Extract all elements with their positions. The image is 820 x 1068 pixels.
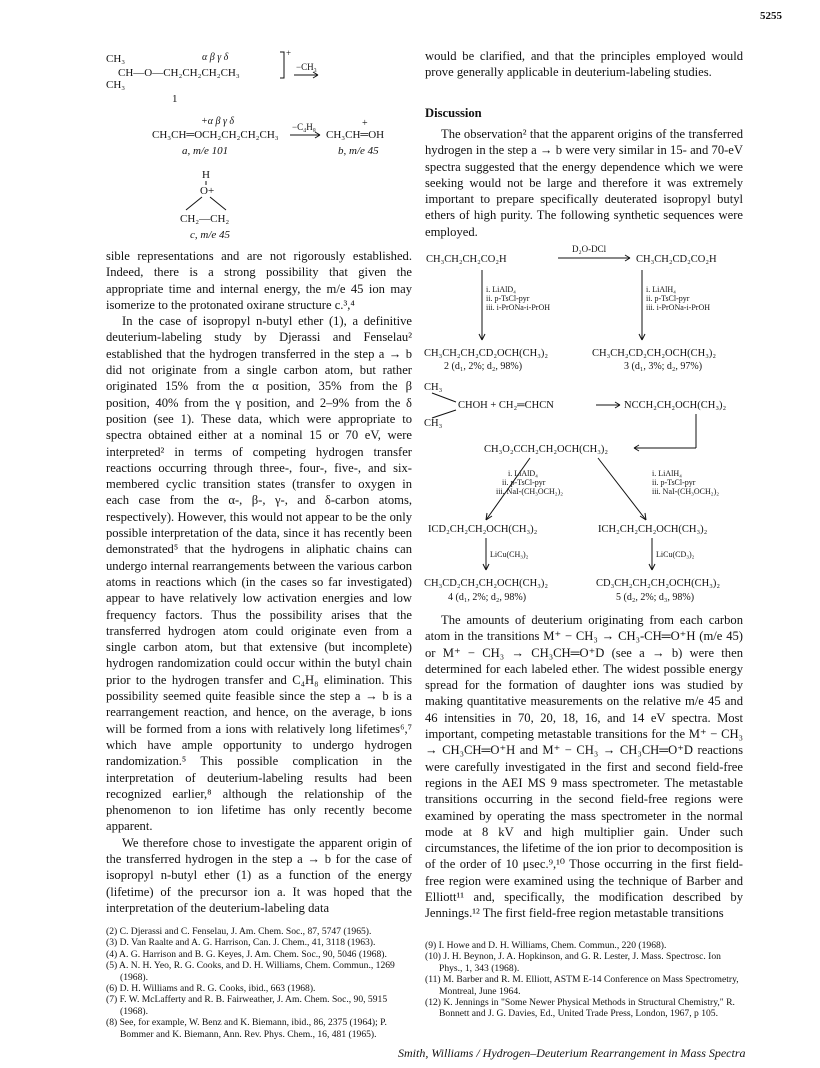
- greek-positions: α β γ δ: [202, 52, 229, 63]
- footnote: (3) D. Van Raalte and A. G. Harrison, Can. J. Chem., 41, 3118 (1963).: [106, 937, 376, 949]
- paragraph: We therefore chose to investigate the apparent origin of the transferred hydrogen in the step a → b for the case of isopropyl n-butyl ether (1) as a function of the energy (lifetime) of the precursor ion a. It was hoped that the interpretation of the deuterium-labeling data: [106, 835, 412, 915]
- oxirane-ring: CH₂—CH₂: [180, 213, 230, 225]
- reagent-step: i. LiAlH₄: [646, 285, 676, 294]
- discussion-paragraph: The observation² that the apparent origins of the transferred hydrogen in the step a → b were very similar in 15- and 70-eV spectra suggested that the energy dependence which we were seeking would not be large and therefore it was extremely important to prepare specifically deuterated isopropyl butyl ethers of high purity. The following synthetic sequences were employed.: [425, 127, 743, 239]
- iodide-right: ICH₂CH₂CH₂OCH(CH₃)₂: [598, 524, 708, 535]
- dcl-reagent: D₂O-DCl: [572, 244, 607, 254]
- product-5: CD₃CH₂CH₂CH₂OCH(CH₃)₂: [596, 578, 721, 589]
- start-acid-right: CH₃CH₂CD₂CO₂H: [636, 254, 717, 265]
- iodide-left: ICD₂CH₂CH₂OCH(CH₃)₂: [428, 524, 538, 535]
- left-column-body: [106, 248, 412, 916]
- footnote: (11) M. Barber and R. M. Elliott, ASTM E-14 Conference on Mass Spectrometry, Montreal, June 1964.: [425, 974, 739, 997]
- label-ion-a: a, m/e 101: [182, 145, 229, 157]
- structure1-ch3-bottom: CH₃: [106, 79, 126, 91]
- reagent-step: iii. i-PrONa-i-PrOH: [646, 303, 710, 312]
- reagent-step: i. LiAlD₄: [508, 469, 538, 478]
- ion-b: CH₃CH═OH: [326, 129, 385, 141]
- reagent-step: ii. p-TsCl-pyr: [646, 294, 690, 303]
- right-intro: would be clarified, and that the principles employed would prove generally applicable in deuterium-labeling studies.: [425, 49, 743, 80]
- reagent-step: i. LiAlH₄: [652, 469, 682, 478]
- running-footer: Smith, Williams / Hydrogen–Deuterium Rearrangement in Mass Spectra: [398, 1046, 746, 1060]
- label-product-3: 3 (d₁, 3%; d₂, 97%): [624, 361, 703, 372]
- nitrile: NCCH₂CH₂OCH(CH₃)₂: [624, 400, 727, 411]
- oxirane-o: O+: [200, 185, 215, 197]
- reagent-step: ii. p-TsCl-pyr: [652, 478, 696, 487]
- reagent-step: iii. NaI-(CH₃OCH₂)₂: [496, 487, 564, 496]
- footnotes-right: [425, 940, 743, 1020]
- cuprate-right: LiCu(CD₃)₂: [656, 550, 695, 559]
- reagent-step: iii. NaI-(CH₃OCH₂)₂: [652, 487, 720, 496]
- step1-reagent: −CH₃: [296, 62, 317, 72]
- ion-b-charge: +: [362, 118, 368, 129]
- reagent-step: iii. i-PrONa-i-PrOH: [486, 303, 550, 312]
- bond: [432, 393, 456, 402]
- paragraph: In the case of isopropyl n-butyl ether (1), a definitive deuterium-labeling study by Djerassi and Fenselau² established that the hydrogen transferred in the step a → b did not originate from a single carbon atom, but rather originated 15% from the α position, 35% from the β position, 40% from the γ position, and 2–9% from the δ position (see 1). These data, which were appropriate to spectra obtained either at a nominal 15 or 70 eV, were interpreted² in terms of competing hydrogen transfer reactions occurring through three-, four-, five-, and six-membered cyclic transition states (transfer to oxygen in each case from the α-, β-, γ-, and δ-carbon atoms, respectively). However, this would not appear to be the only possible interpretation of the data, since it has recently been demonstrated⁵ that the hydrogens in aliphatic chains can undergo internal rearrangements between the various carbon atoms in reactions which (in the cases so far investigated) appear to have relatively low activation energies and low frequency factors. Thus the possibility arises that the transferred hydrogen atom could originate even from a single carbon atom, but that extensive (but incomplete) hydrogen randomization could occur within the butyl chain prior to the hydrogen transfer and C₄H₈ elimination. This possibility seemed quite feasible since the step a → b is a rearrangement reaction, and hence, on the average, b ions will be formed from a ions with relatively long lifetimes⁶,⁷ which have ample opportunity to undergo hydrogen randomization.⁵ This possible complication in the interpretation of deuterium-labeling results had been recognized earlier,⁸ although the relationship of the phenomenon to ion lifetime has only recently become apparent.: [106, 314, 412, 834]
- footnote: (9) I. Howe and D. H. Williams, Chem. Commun., 220 (1968).: [425, 940, 667, 951]
- footnote: (8) See, for example, W. Benz and K. Biemann, ibid., 86, 2375 (1964); P. Bommer and K. Biemann, Ann. Rev. Phys. Chem., 16, 481 (1965).: [106, 1017, 387, 1040]
- product-3: CH₃CH₂CD₂CH₂OCH(CH₃)₂: [592, 348, 717, 359]
- reagent-step: ii. p-TsCl-pyr: [502, 478, 546, 487]
- ester: CH₃O₂CCH₂CH₂OCH(CH₃)₂: [484, 444, 609, 455]
- reagent-step: ii. p-TsCl-pyr: [486, 294, 530, 303]
- bond-o-c2: [210, 197, 226, 210]
- choh-acrylonitrile: CHOH + CH₂═CHCN: [458, 400, 554, 411]
- mass-spec-fragmentation-scheme: [106, 46, 416, 246]
- step2-reagent: −C₄H₈: [292, 122, 316, 132]
- product-4: CH₃CD₂CH₂CH₂OCH(CH₃)₂: [424, 578, 549, 589]
- charge-plus: +: [286, 48, 292, 58]
- footnote: (12) K. Jennings in "Some Newer Physical Methods in Structural Chemistry," R. Bonnett and J. G. Davies, Ed., United Trade Press, London, 1967, p 105.: [425, 997, 735, 1020]
- start-acid-left: CH₃CH₂CH₂CO₂H: [426, 254, 507, 265]
- label-ion-b: b, m/e 45: [338, 145, 379, 157]
- label-ion-c: c, m/e 45: [190, 229, 231, 241]
- arrow-to-iodide-right: [598, 458, 646, 520]
- footnotes-left: [106, 926, 412, 1040]
- greek-positions-2: +α β γ δ: [201, 116, 235, 127]
- structure1-main: CH—O—CH₂CH₂CH₂CH₃: [118, 67, 240, 79]
- footnote: (2) C. Djerassi and C. Fenselau, J. Am. Chem. Soc., 87, 5747 (1965).: [106, 926, 372, 937]
- footnote: (4) A. G. Harrison and B. G. Keyes, J. Am. Chem. Soc., 90, 5046 (1968).: [106, 948, 387, 960]
- paragraph: The amounts of deuterium originating from each carbon atom in the transitions M⁺ − CH₃ → CH₃-CH═O⁺H (m/e 45) or M⁺ − CH₃ → CH₃CH═O⁺D (see a → b) were then determined for each labeled ether. The widest possible energy spread for the formation of daughter ions was studied by making quantitative measurements on the relative m/e 45 and 46 intensities in 70, 20, 18, 16, and 14 eV spectra. Most important, competing metastable transitions for the M⁺ − CH₃ → CH₃CH═O⁺H and M⁺ − CH₃ → CH₃CH═O⁺D reactions were carefully investigated in the first and second field-free regions in the AEI MS 9 mass spectrometer. The metastable transitions occurring in the second field-free regions were examined by operating the mass spectrometer in the normal mode at 8 kV and high multiplier gain. Under such circumstances, the lifetime of the ion prior to decomposition is of the order of 10 μsec.⁹,¹⁰ Those occurring in the first field-free region were examined using the technique of Barber and Elliott¹¹ and, specifically, the modification described by Jennings.¹² The first field-free region metastable transitions: [425, 613, 743, 921]
- oxirane-h: H: [202, 169, 210, 181]
- structure1-ch3-top: CH₃: [106, 53, 126, 65]
- footnote: (5) A. N. H. Yeo, R. G. Cooks, and D. H. Williams, Chem. Commun., 1269 (1968).: [106, 960, 395, 983]
- bond: [432, 410, 456, 418]
- footnote: (7) F. W. McLafferty and R. B. Fairweather, J. Am. Chem. Soc., 90, 5915 (1968).: [106, 994, 388, 1017]
- ion-a: CH₃CH═OCH₂CH₂CH₂CH₃: [152, 129, 279, 141]
- label-product-2: 2 (d₁, 2%; d₂, 98%): [444, 361, 523, 372]
- ch3-top: CH₃: [424, 382, 443, 393]
- label-product-5: 5 (d₂, 2%; d₃, 98%): [616, 592, 695, 603]
- product-2: CH₃CH₂CH₂CD₂OCH(CH₃)₂: [424, 348, 549, 359]
- page-number: 5255: [760, 10, 782, 22]
- reagent-step: i. LiAlD₄: [486, 285, 516, 294]
- discussion-heading: Discussion: [425, 106, 482, 120]
- compound-number-1: 1: [172, 93, 178, 105]
- paragraph: sible representations and are not rigorously established. Indeed, there is a strong possibility that given the appropriate time and internal energy, the m/e 45 ion may isomerize to the protonated oxirane structure c.³,⁴: [106, 249, 412, 312]
- bracket: [280, 52, 284, 78]
- footnote: (6) D. H. Williams and R. G. Cooks, ibid., 663 (1968).: [106, 983, 316, 995]
- footnote: (10) J. H. Beynon, J. A. Hopkinson, and G. R. Lester, J. Mass. Spectrosc. Ion Phys., 1, 343 (1968).: [425, 951, 721, 974]
- label-product-4: 4 (d₁, 2%; d₂, 98%): [448, 592, 527, 603]
- ch3-bottom: CH₃: [424, 418, 443, 429]
- bond-o-c1: [186, 197, 202, 210]
- cuprate-left: LiCu(CH₃)₂: [490, 550, 529, 559]
- synthesis-scheme: [420, 230, 750, 610]
- right-column-body: [425, 612, 743, 922]
